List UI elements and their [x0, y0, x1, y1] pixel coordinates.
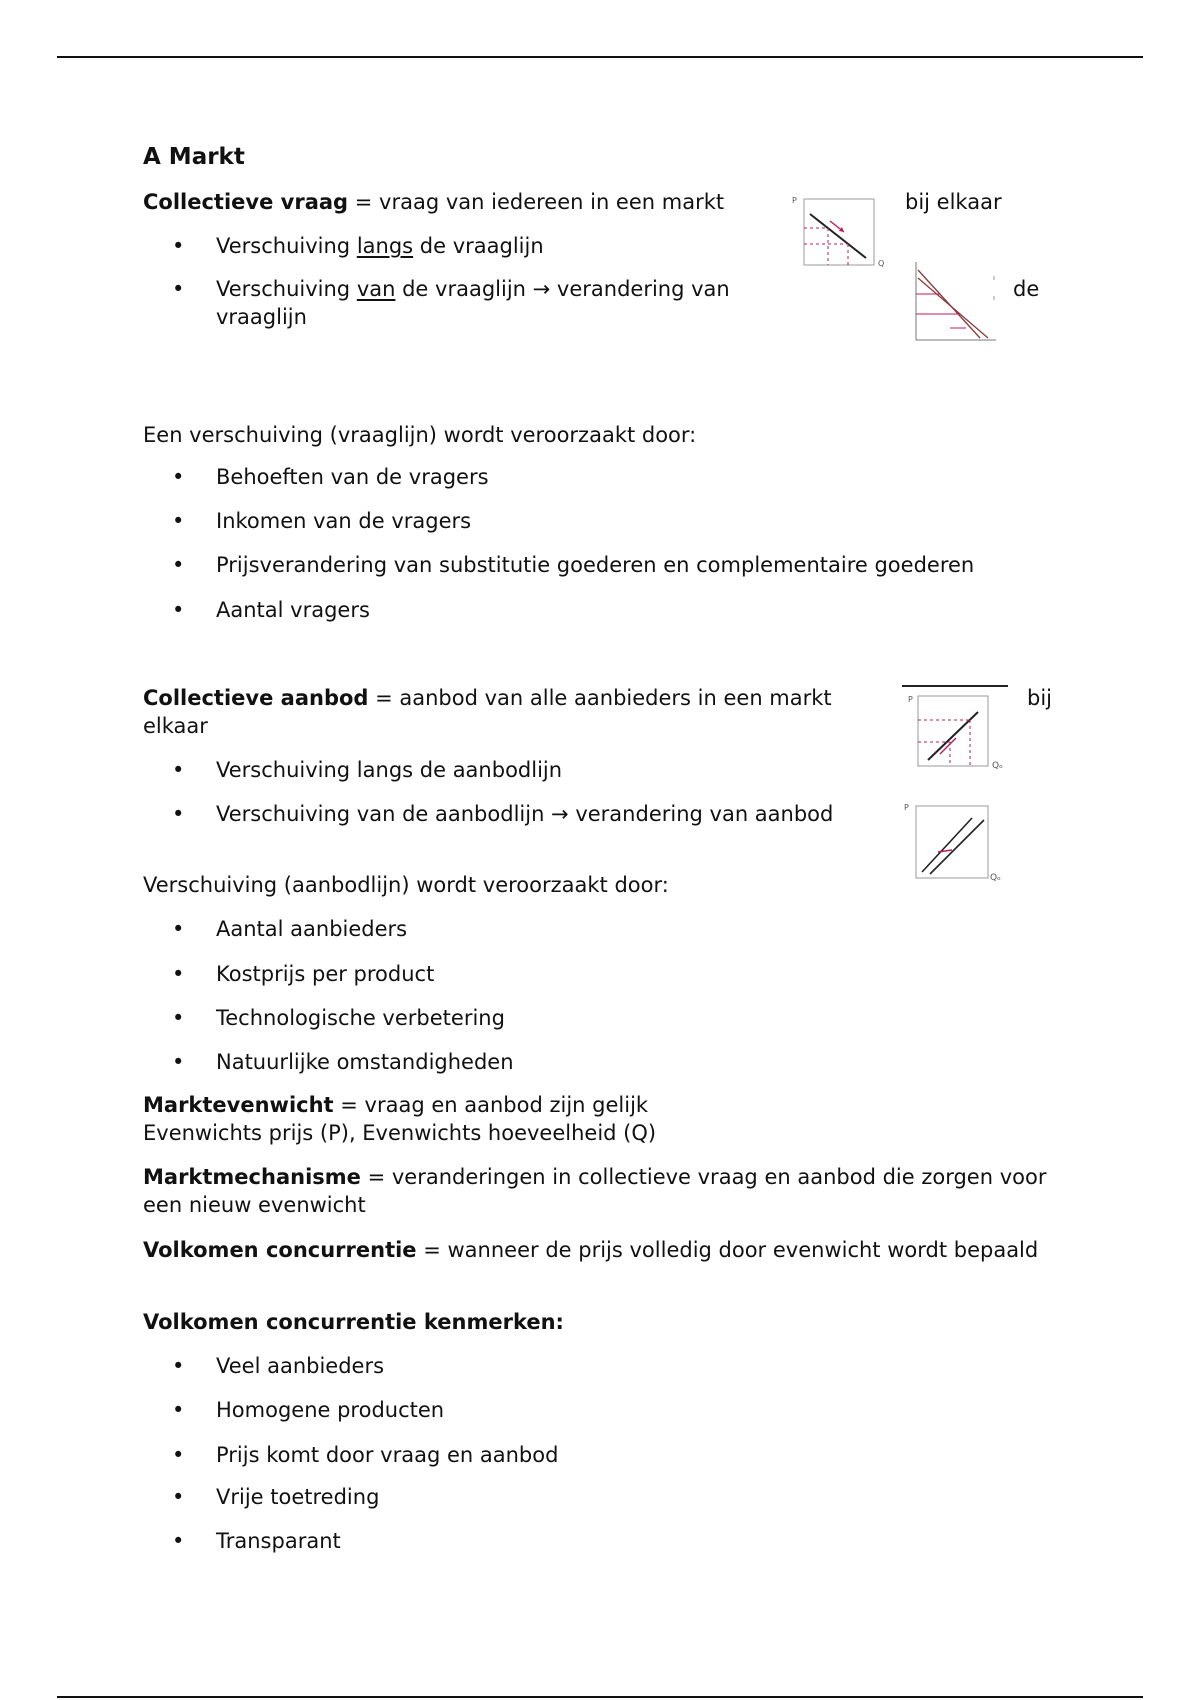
supply-definition-line2: elkaar [143, 714, 208, 738]
competition-definition-text: = wanneer de prijs volledig door evenwicht wordt bepaald [416, 1238, 1039, 1262]
bullet-icon: • [172, 1443, 185, 1467]
mechanism-term: Marktmechanisme [143, 1165, 361, 1189]
list-item-text: Prijsverandering van substitutie goederen en complementaire goederen [216, 553, 975, 577]
bullet-icon: • [172, 1354, 185, 1378]
bullet-icon: • [172, 598, 185, 622]
bullet-icon: • [172, 509, 185, 533]
supply-movement-figure [900, 680, 1015, 772]
demand-bullet-2-line2: vraaglijn [216, 305, 307, 329]
competition-term: Volkomen concurrentie [143, 1238, 417, 1262]
bullet-icon: • [172, 1398, 185, 1422]
demand-bullet-1-underlined: langs [356, 234, 414, 258]
fig4-q-label: Qₒ [990, 873, 1001, 883]
fig4-arrow [938, 850, 952, 852]
bullet-icon: • [172, 1529, 185, 1553]
footer-rule [57, 1696, 1143, 1698]
bullet-icon: • [172, 758, 185, 782]
equilibrium-line2: Evenwichts prijs (P), Evenwichts hoeveelheid (Q) [143, 1121, 657, 1145]
list-item-text: Homogene producten [216, 1398, 445, 1422]
bullet-icon: • [172, 1485, 185, 1509]
mechanism-definition-text: = veranderingen in collectieve vraag en aanbod die zorgen voor een nieuw evenwicht [143, 1165, 1047, 1217]
fig4-p-label: P [904, 803, 909, 812]
demand-movement-figure [790, 194, 890, 272]
list-item-text: Verschuiving van de aanbodlijn → verandering van aanbod [216, 802, 834, 826]
list-item-text: Kostprijs per product [216, 962, 435, 986]
list-item-text: Transparant [216, 1529, 341, 1553]
fig4-supply-line-2 [930, 820, 984, 874]
demand-definition-text: = vraag van iedereen in een markt [348, 190, 725, 214]
demand-bullet-1-pre: Verschuiving [216, 234, 357, 258]
section-heading: A Markt [143, 144, 245, 170]
demand-side-text-1: bij elkaar [905, 190, 1002, 214]
header-rule [57, 56, 1143, 58]
bullet-icon: • [172, 1050, 185, 1074]
demand-side-text-2: de [1013, 277, 1040, 301]
bullet-icon: • [172, 465, 185, 489]
bullet-icon: • [172, 1006, 185, 1030]
supply-term: Collectieve aanbod [143, 686, 369, 710]
list-item-text: Vrije toetreding [216, 1485, 380, 1509]
list-item-text: Natuurlijke omstandigheden [216, 1050, 514, 1074]
equilibrium-term: Marktevenwicht [143, 1093, 334, 1117]
list-item-text: Behoeften van de vragers [216, 465, 489, 489]
list-item-text: Veel aanbieders [216, 1354, 385, 1378]
competition-features-title: Volkomen concurrentie kenmerken: [143, 1310, 564, 1334]
bullet-icon: • [172, 802, 185, 826]
fig1-demand-line [810, 214, 866, 258]
demand-bullet-1-post: de vraaglijn [413, 234, 544, 258]
mechanism-definition [143, 1163, 1063, 1219]
bullet-icon: • [172, 917, 185, 941]
list-item-text: Verschuiving langs de aanbodlijn [216, 758, 563, 782]
fig1-p-label: P [792, 196, 797, 205]
demand-bullet-2-post: de vraaglijn → verandering van [395, 277, 730, 301]
list-item-text: Technologische verbetering [216, 1006, 505, 1030]
competition-definition [143, 1236, 1063, 1264]
bullet-icon: • [172, 277, 185, 301]
supply-causes-intro: Verschuiving (aanbodlijn) wordt veroorzaakt door: [143, 873, 669, 897]
demand-term: Collectieve vraag [143, 190, 349, 214]
supply-shift-figure [900, 798, 1015, 886]
fig3-frame [918, 696, 988, 766]
equilibrium-definition-text: = vraag en aanbod zijn gelijk [333, 1093, 649, 1117]
bullet-icon: • [172, 553, 185, 577]
fig1-q-label: Q [878, 259, 885, 268]
demand-bullet-2-pre: Verschuiving [216, 277, 357, 301]
supply-side-text: bij [1027, 686, 1052, 710]
list-item-text: Aantal aanbieders [216, 917, 408, 941]
bullet-icon: • [172, 962, 185, 986]
demand-definition [143, 188, 724, 216]
demand-causes-intro: Een verschuiving (vraaglijn) wordt veroorzaakt door: [143, 423, 697, 447]
fig3-q-label: Qₒ [992, 761, 1003, 771]
demand-bullet-2-underlined: van [356, 277, 396, 301]
equilibrium-definition [143, 1091, 648, 1119]
bullet-icon: • [172, 234, 185, 258]
supply-definition-text: = aanbod van alle aanbieders in een markt [368, 686, 832, 710]
fig3-p-label: P [908, 695, 913, 704]
list-item-text: Inkomen van de vragers [216, 509, 472, 533]
demand-shift-figure [910, 258, 1010, 344]
fig2-demand-line-2 [918, 278, 988, 338]
supply-definition [143, 684, 832, 712]
fig4-supply-line-1 [922, 818, 972, 872]
list-item-text: Prijs komt door vraag en aanbod [216, 1443, 559, 1467]
list-item-text: Aantal vragers [216, 598, 370, 622]
